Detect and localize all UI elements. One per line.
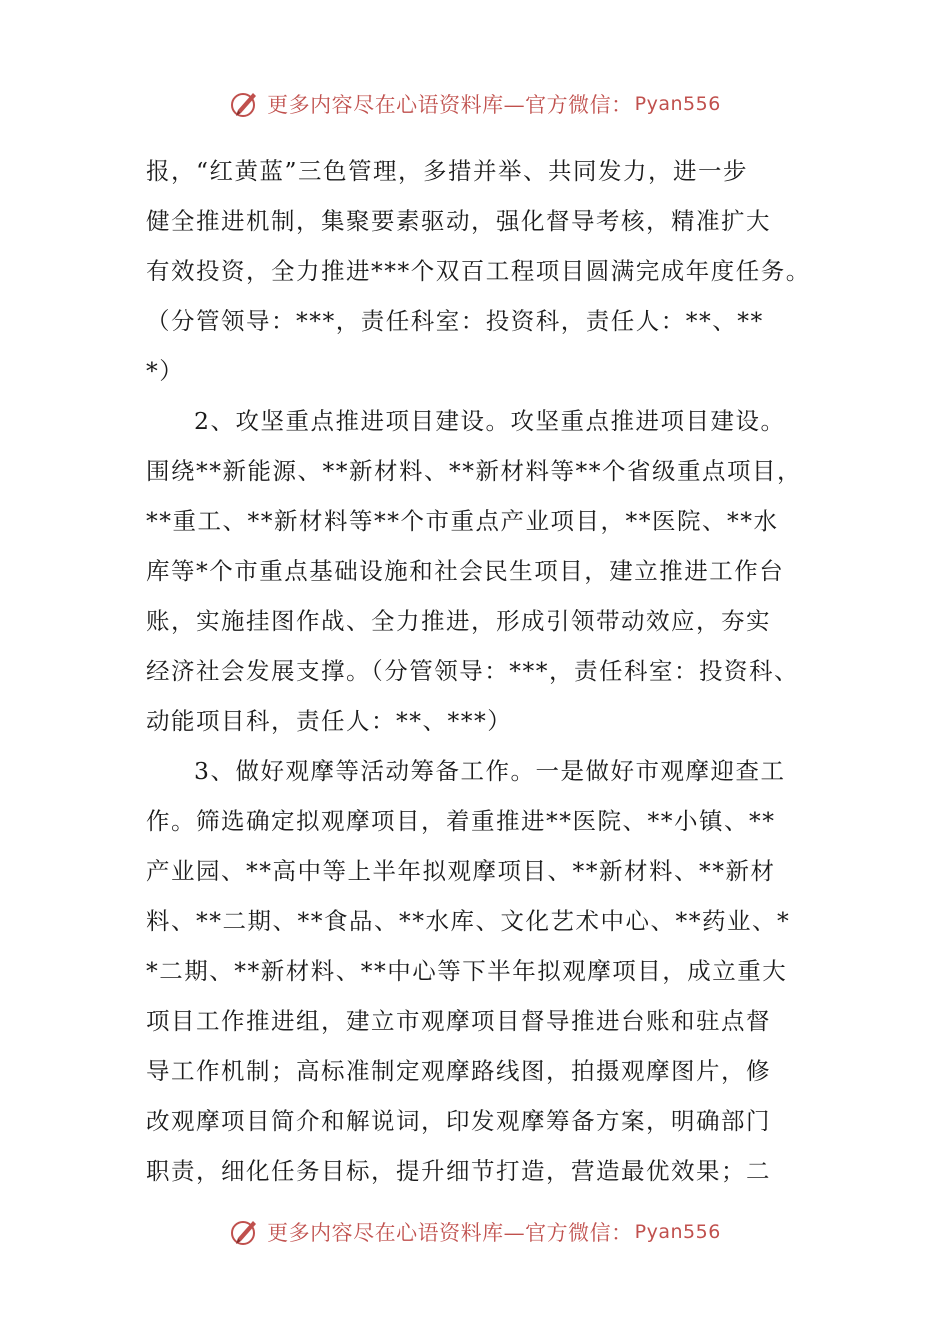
text-line: 库等*个市重点基础设施和社会民生项目，建立推进工作台 bbox=[146, 557, 785, 585]
text-line: 动能项目科，责任人：**、***） bbox=[146, 707, 513, 735]
text-line: 2、攻坚重点推进项目建设。攻坚重点推进项目建设。 bbox=[194, 407, 786, 435]
text-line: 3、做好观摩等活动筹备工作。一是做好市观摩迎查工 bbox=[194, 757, 786, 785]
text-line: 料、**二期、**食品、**水库、文化艺术中心、**药业、* bbox=[146, 907, 791, 935]
text-line: 有效投资，全力推进***个双百工程项目圆满完成年度任务。 bbox=[146, 257, 811, 285]
text-line: （分管领导：***，责任科室：投资科，责任人：**、** bbox=[146, 307, 764, 335]
text-line: 围绕**新能源、**新材料、**新材料等**个省级重点项目， bbox=[146, 457, 802, 485]
pen-logo-icon bbox=[229, 88, 261, 120]
text-line: 作。筛选确定拟观摩项目，着重推进**医院、**小镇、** bbox=[146, 807, 776, 835]
text-line: 健全推进机制，集聚要素驱动，强化督导考核，精准扩大 bbox=[146, 207, 771, 235]
pen-logo-icon bbox=[229, 1216, 261, 1248]
text-line: *二期、**新材料、**中心等下半年拟观摩项目，成立重大 bbox=[146, 957, 788, 985]
text-line: 项目工作推进组，建立市观摩项目督导推进台账和驻点督 bbox=[146, 1007, 771, 1035]
document-body bbox=[146, 146, 826, 1196]
text-line: 改观摩项目简介和解说词，印发观摩筹备方案，明确部门 bbox=[146, 1107, 771, 1135]
text-line: *） bbox=[146, 357, 185, 385]
watermark-account: Pyan556 bbox=[634, 93, 721, 115]
watermark-text: 更多内容尽在心语资料库—官方微信： bbox=[267, 93, 633, 117]
header-watermark bbox=[0, 84, 950, 124]
text-line: 经济社会发展支撑。（分管领导：***，责任科室：投资科、 bbox=[146, 657, 799, 685]
footer-watermark bbox=[0, 1212, 950, 1252]
text-line: 产业园、**高中等上半年拟观摩项目、**新材料、**新材 bbox=[146, 857, 776, 885]
text-line: 导工作机制；高标准制定观摩路线图，拍摄观摩图片，修 bbox=[146, 1057, 771, 1085]
text-line: 职责，细化任务目标，提升细节打造，营造最优效果；二 bbox=[146, 1157, 771, 1185]
text-line: **重工、**新材料等**个市重点产业项目，**医院、**水 bbox=[146, 507, 779, 535]
text-line: 账，实施挂图作战、全力推进，形成引领带动效应，夯实 bbox=[146, 607, 771, 635]
watermark-text: 更多内容尽在心语资料库—官方微信： bbox=[267, 1221, 633, 1245]
watermark-account: Pyan556 bbox=[634, 1221, 721, 1243]
text-line: 报，“红黄蓝”三色管理，多措并举、共同发力，进一步 bbox=[146, 157, 749, 185]
